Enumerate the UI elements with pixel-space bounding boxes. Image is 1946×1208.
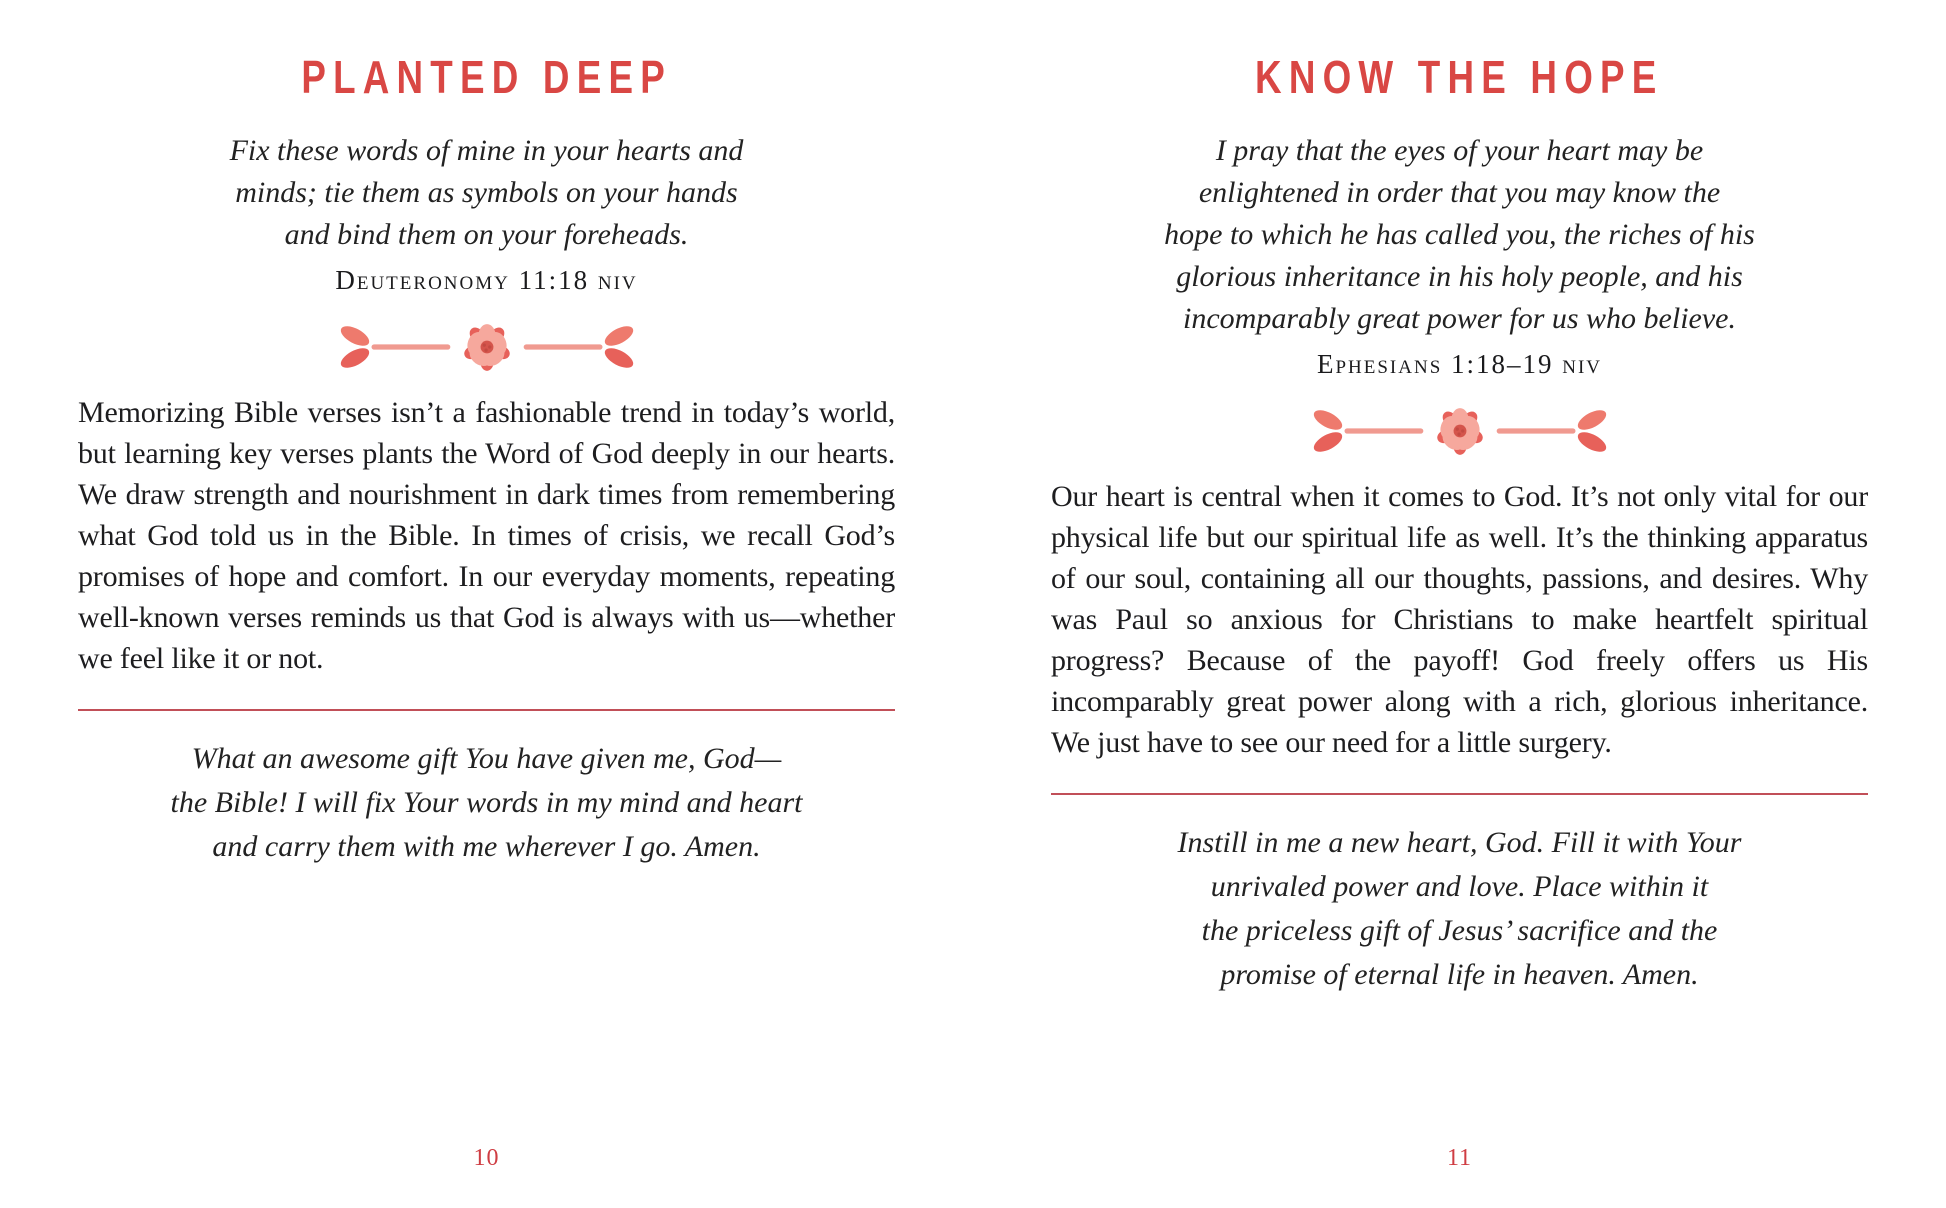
left-arrow-leaves-icon	[1310, 406, 1344, 456]
page-number: 10	[473, 1145, 500, 1171]
flower-icon	[462, 324, 511, 371]
flower-icon	[1435, 408, 1484, 455]
verse-line: Fix these words of mine in your hearts and	[229, 134, 744, 167]
verse-line: enlightened in order that you may know the	[1198, 176, 1721, 209]
verse-line: I pray that the eyes of your heart may be	[1215, 134, 1704, 167]
verse-line: glorious inheritance in his holy people, and his	[1176, 260, 1743, 293]
prayer-block	[78, 737, 895, 869]
verse-line: hope to which he has called you, the riches of his	[1164, 218, 1755, 251]
verse-block	[1051, 130, 1868, 382]
prayer-line: unrivaled power and love. Place within it	[1210, 870, 1709, 903]
prayer-line: Instill in me a new heart, God. Fill it with Your	[1177, 826, 1742, 859]
page-right	[973, 0, 1946, 1208]
right-arrow-leaves-icon	[601, 322, 635, 372]
prayer-line: and carry them with me wherever I go. Amen.	[212, 830, 761, 863]
page-title: KNOW THE HOPE	[1255, 51, 1664, 103]
verse-reference: Deuteronomy 11:18 niv	[335, 265, 638, 295]
verse-line: minds; tie them as symbols on your hands	[235, 176, 738, 209]
title-wrap	[1051, 51, 1868, 103]
verse-line: and bind them on your foreheads.	[284, 218, 689, 251]
prayer-block	[1051, 821, 1868, 997]
verse-line: incomparably great power for us who believe.	[1183, 302, 1736, 335]
verse-reference: Ephesians 1:18–19 niv	[1316, 349, 1603, 379]
flower-divider-icon	[1051, 398, 1868, 464]
left-arrow-leaves-icon	[337, 322, 371, 372]
prayer-line: the Bible! I will fix Your words in my mind and heart	[170, 786, 803, 819]
prayer-line: the priceless gift of Jesus’ sacrifice and the	[1201, 914, 1718, 947]
flower-divider-icon	[78, 314, 895, 380]
page-number: 11	[1446, 1145, 1473, 1171]
section-divider	[1051, 793, 1868, 795]
title-wrap	[78, 51, 895, 103]
body-text: Our heart is central when it comes to God. It’s not only vital for our physical life but our spiritual life as well. It’s the thinking apparatus of our soul, containing all our thoughts, passions, and desires. Why was Paul so anxious for Christians to make heartfelt spiritual progress? Because of the payoff! God freely offers us His incomparably great power along with a rich, glorious inheritance. We just have to see our need for a little surgery.	[1051, 480, 1868, 759]
prayer-line: promise of eternal life in heaven. Amen.	[1220, 958, 1699, 991]
right-arrow-leaves-icon	[1574, 406, 1608, 456]
body-text: Memorizing Bible verses isn’t a fashionable trend in today’s world, but learning key verses plants the Word of God deeply in our hearts. We draw strength and nourishment in dark times from remembering what God told us in the Bible. In times of crisis, we recall God’s promises of hope and comfort. In our everyday moments, repeating well-known verses reminds us that God is always with us—whether we feel like it or not.	[78, 396, 895, 675]
prayer-line: What an awesome gift You have given me, God—	[191, 742, 782, 775]
verse-block	[78, 130, 895, 298]
page-title: PLANTED DEEP	[301, 51, 672, 103]
section-divider	[78, 709, 895, 711]
